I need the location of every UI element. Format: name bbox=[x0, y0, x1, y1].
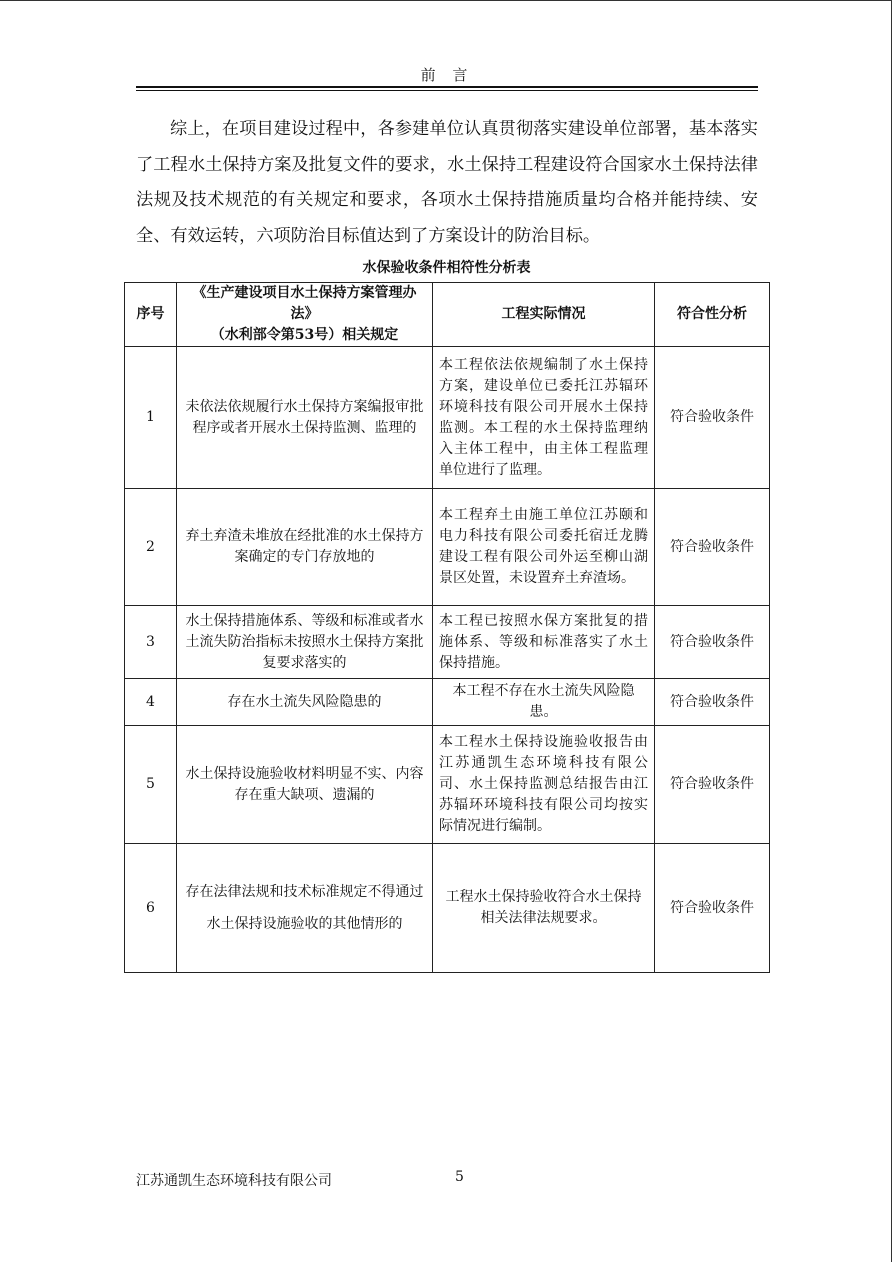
row-seq: 1 bbox=[125, 347, 177, 489]
table-row bbox=[125, 347, 770, 489]
row-seq: 6 bbox=[125, 844, 177, 973]
row-result: 符合验收条件 bbox=[655, 679, 770, 726]
table-row bbox=[125, 606, 770, 679]
row-regulation: 水土保持设施验收材料明显不实、内容存在重大缺项、遗漏的 bbox=[177, 726, 433, 844]
row-actual: 本工程依法依规编制了水土保持方案，建设单位已委托江苏辐环环境科技有限公司开展水土保持监测。本工程的水土保持监理纳入主体工程中，由主体工程监理单位进行了监理。 bbox=[433, 347, 655, 489]
header-result: 符合性分析 bbox=[655, 283, 770, 347]
table-row bbox=[125, 726, 770, 844]
header-rule-thick bbox=[136, 86, 758, 88]
page-top-border bbox=[0, 0, 892, 1]
row-regulation: 存在法律法规和技术标准规定不得通过水土保持设施验收的其他情形的 bbox=[177, 844, 433, 973]
row-result: 符合验收条件 bbox=[655, 844, 770, 973]
row-regulation: 弃土弃渣未堆放在经批准的水土保持方案确定的专门存放地的 bbox=[177, 489, 433, 606]
row-result: 符合验收条件 bbox=[655, 489, 770, 606]
running-header-title: 前 言 bbox=[420, 66, 474, 84]
header-regulation-line1: 《生产建设项目水土保持方案管理办法》 bbox=[192, 285, 417, 322]
header-regulation bbox=[177, 283, 433, 347]
row-seq: 2 bbox=[125, 489, 177, 606]
row-regulation: 未依法依规履行水土保持方案编报审批程序或者开展水土保持监测、监理的 bbox=[177, 347, 433, 489]
footer-page-number: 5 bbox=[455, 1169, 464, 1185]
row-regulation: 水土保持措施体系、等级和标准或者水土流失防治指标未按照水土保持方案批复要求落实的 bbox=[177, 606, 433, 679]
row-actual: 工程水土保持验收符合水土保持相关法律法规要求。 bbox=[433, 844, 655, 973]
table-header-row bbox=[125, 283, 770, 347]
header-actual: 工程实际情况 bbox=[433, 283, 655, 347]
summary-paragraph: 综上，在项目建设过程中，各参建单位认真贯彻落实建设单位部署，基本落实了工程水土保持方案及批复文件的要求，水土保持工程建设符合国家水土保持法律法规及技术规范的有关规定和要求，各项水土保持措施质量均合格并能持续、安全、有效运转，六项防治目标值达到了方案设计的防治目标。 bbox=[136, 119, 758, 246]
row-seq: 4 bbox=[125, 679, 177, 726]
row-result: 符合验收条件 bbox=[655, 606, 770, 679]
table-caption: 水保验收条件相符性分析表 bbox=[362, 260, 531, 276]
row-result: 符合验收条件 bbox=[655, 347, 770, 489]
row-actual: 本工程不存在水土流失风险隐患。 bbox=[433, 679, 655, 726]
row-seq: 5 bbox=[125, 726, 177, 844]
row-result: 符合验收条件 bbox=[655, 726, 770, 844]
table-row bbox=[125, 489, 770, 606]
header-rule-thin bbox=[136, 90, 758, 91]
row-seq: 3 bbox=[125, 606, 177, 679]
conformity-analysis-table bbox=[124, 282, 770, 973]
footer-company-name: 江苏通凯生态环境科技有限公司 bbox=[136, 1173, 332, 1189]
row-actual: 本工程水土保持设施验收报告由江苏通凯生态环境科技有限公司、水土保持监测总结报告由江苏辐环环境科技有限公司均按实际情况进行编制。 bbox=[433, 726, 655, 844]
row-regulation: 存在水土流失风险隐患的 bbox=[177, 679, 433, 726]
table-row bbox=[125, 679, 770, 726]
header-regulation-line2: （水利部令第53号）相关规定 bbox=[210, 327, 399, 343]
row-actual: 本工程弃土由施工单位江苏颐和电力科技有限公司委托宿迁龙腾建设工程有限公司外运至柳山湖景区处置，未设置弃土弃渣场。 bbox=[433, 489, 655, 606]
table-row bbox=[125, 844, 770, 973]
row-actual: 本工程已按照水保方案批复的措施体系、等级和标准落实了水土保持措施。 bbox=[433, 606, 655, 679]
header-seq: 序号 bbox=[125, 283, 177, 347]
